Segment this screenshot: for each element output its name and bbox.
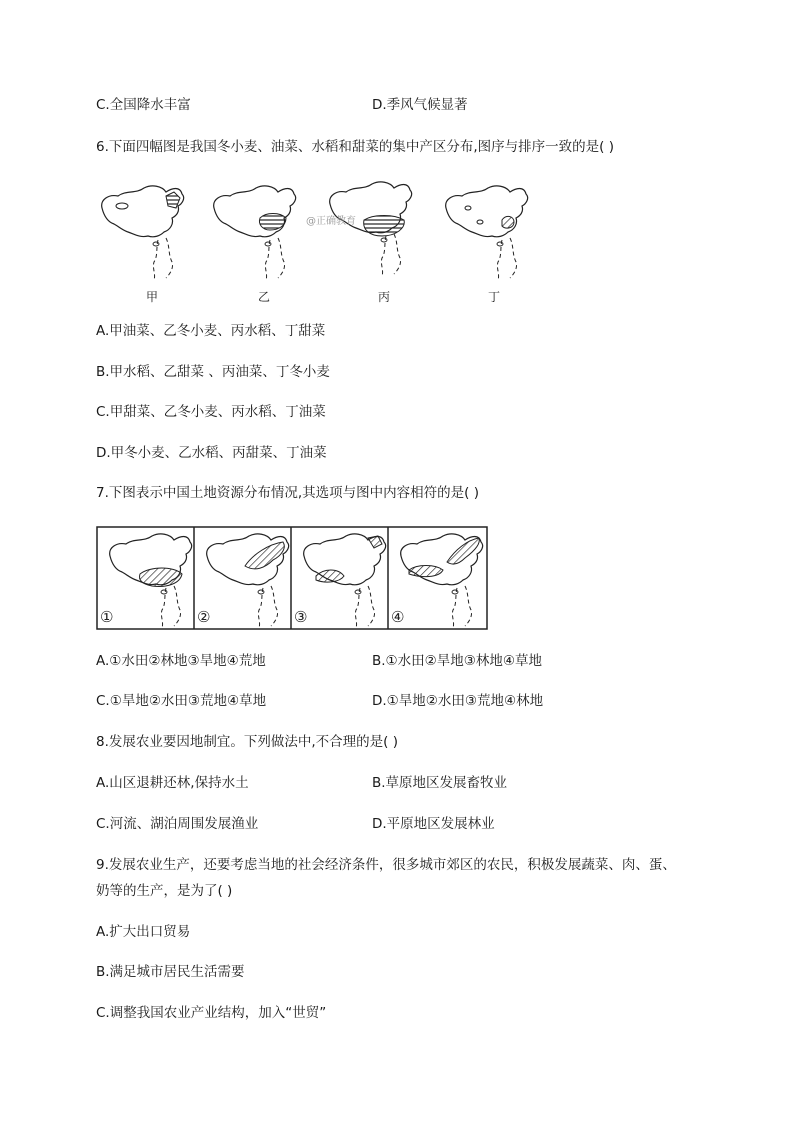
panel-1-map bbox=[110, 534, 192, 628]
panel-3-map bbox=[304, 534, 386, 628]
q6-maps-figure bbox=[96, 178, 536, 308]
map-label-bing: 丙 bbox=[378, 290, 391, 304]
q8-option-c: C.河流、湖泊周围发展渔业 bbox=[96, 816, 259, 832]
panel-label-1: ① bbox=[100, 608, 114, 626]
q9-stem-line-1: 9.发展农业生产，还要考虑当地的社会经济条件，很多城市郊区的农民，积极发展蔬菜、肉、蛋、 bbox=[96, 857, 676, 873]
q9-option-b: B.满足城市居民生活需要 bbox=[96, 964, 245, 980]
q8-option-b: B.草原地区发展畜牧业 bbox=[372, 775, 508, 791]
q5-option-c: C.全国降水丰富 bbox=[96, 97, 191, 113]
q7-option-a: A.①水田②林地③旱地④荒地 bbox=[96, 653, 266, 669]
map-label-jia: 甲 bbox=[146, 290, 159, 304]
watermark: @正确教育 bbox=[306, 216, 356, 227]
panel-label-4: ④ bbox=[391, 608, 405, 626]
map-ding bbox=[446, 186, 528, 280]
q8-stem: 8.发展农业要因地制宜。下列做法中,不合理的是( ) bbox=[96, 734, 398, 750]
q7-option-b: B.①水田②旱地③林地④草地 bbox=[372, 653, 542, 669]
map-jia bbox=[102, 186, 184, 280]
q7-option-d: D.①旱地②水田③荒地④林地 bbox=[372, 693, 544, 709]
q7-option-c: C.①旱地②水田③荒地④草地 bbox=[96, 693, 267, 709]
panel-label-2: ② bbox=[197, 608, 211, 626]
map-label-yi: 乙 bbox=[258, 290, 271, 304]
panel-label-3: ③ bbox=[294, 608, 308, 626]
q5-option-d: D.季风气候显著 bbox=[372, 97, 468, 113]
q6-option-c: C.甲甜菜、乙冬小麦、丙水稻、丁油菜 bbox=[96, 404, 326, 420]
q7-land-maps-figure bbox=[96, 526, 488, 630]
q6-option-b: B.甲水稻、乙甜菜 、丙油菜、丁冬小麦 bbox=[96, 364, 330, 380]
map-label-ding: 丁 bbox=[488, 290, 501, 304]
q7-stem: 7.下图表示中国土地资源分布情况,其选项与图中内容相符的是( ) bbox=[96, 485, 479, 501]
q6-option-a: A.甲油菜、乙冬小麦、丙水稻、丁甜菜 bbox=[96, 323, 326, 339]
q6-option-d: D.甲冬小麦、乙水稻、丙甜菜、丁油菜 bbox=[96, 445, 327, 461]
q9-option-a: A.扩大出口贸易 bbox=[96, 924, 191, 940]
q6-stem: 6.下面四幅图是我国冬小麦、油菜、水稻和甜菜的集中产区分布,图序与排序一致的是( ) bbox=[96, 139, 614, 155]
q9-stem-line-2: 奶等的生产，是为了( ) bbox=[96, 883, 233, 899]
q9-option-c: C.调整我国农业产业结构，加入“世贸” bbox=[96, 1005, 327, 1021]
panel-2-map bbox=[207, 534, 289, 628]
map-bing bbox=[330, 182, 412, 276]
q8-option-d: D.平原地区发展林业 bbox=[372, 816, 495, 832]
panel-4-map bbox=[401, 534, 483, 628]
q8-option-a: A.山区退耕还林,保持水土 bbox=[96, 775, 249, 791]
map-yi bbox=[214, 186, 296, 280]
